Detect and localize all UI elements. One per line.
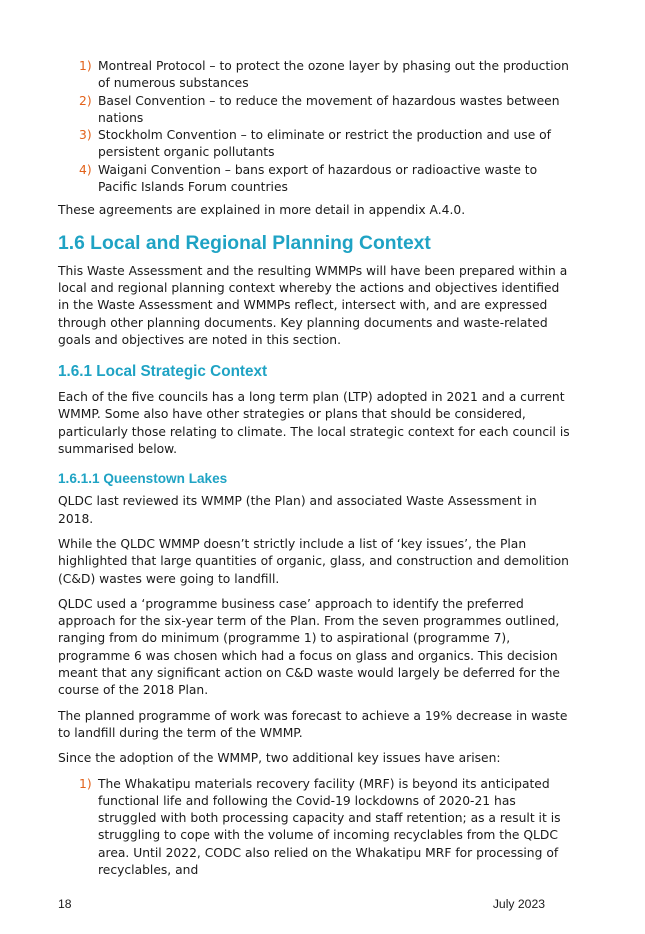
list-text: The Whakatipu materials recovery facility (MRF) is beyond its anticipated functional life and following the Covid-19 lockdowns of 2020-21 has struggled with both processing capacity and staff retention; as a result it is struggling to cope with the volume of incoming recyclables from the QLDC area. Until 2022, CODC also relied on the Whakatipu MRF for processing of recyclables, and (98, 776, 561, 877)
list-item (58, 58, 570, 93)
list-text: Waigani Convention – bans export of hazardous or radioactive waste to Pacific Islands Forum countries (98, 162, 538, 195)
list-text: Montreal Protocol – to protect the ozone layer by phasing out the production of numerous substances (98, 59, 569, 91)
page-number: 18 (58, 897, 72, 911)
section-1-6-1-paragraph: Each of the five councils has a long term plan (LTP) adopted in 2021 and a current WMMP. Some also have other strategies or plans that should be considered, particularly those relating to climate. The local strategic context for each council is summarised below. (58, 390, 570, 457)
list-number: 1) (79, 776, 92, 791)
page-content (58, 58, 570, 885)
paragraph: The planned programme of work was forecast to achieve a 19% decrease in waste to landfill during the term of the WMMP. (58, 708, 568, 740)
intro-agreements-list (58, 58, 570, 196)
list-item (58, 162, 570, 197)
list-number: 3) (79, 128, 92, 143)
list-number: 1) (79, 59, 92, 73)
section-1-6-paragraph: This Waste Assessment and the resulting WMMPs will have been prepared within a local and regional planning context whereby the actions and objectives identified in the Waste Assessment and WMMPs reflect, intersect with, and are expressed through other planning documents. Key planning documents and waste-related goals and objectives are noted in this section. (58, 263, 568, 347)
section-heading-1-6: 1.6 Local and Regional Planning Context (58, 232, 431, 254)
list-number: 4) (79, 162, 92, 177)
paragraph: QLDC used a ‘programme business case’ approach to identify the preferred approach for the six-year term of the Plan. From the seven programmes outlined, ranging from do minimum (programme 1) to aspirational (programme 7), programme 6 was chosen which had a focus on glass and organics. This decision meant that any significant action on C&D waste would largely be deferred for the course of the 2018 Plan. (58, 596, 560, 698)
key-issues-list (58, 776, 570, 880)
paragraph: While the QLDC WMMP doesn’t strictly include a list of ‘key issues’, the Plan highlighted that large quantities of organic, glass, and construction and demolition (C&D) wastes were going to landfill. (58, 536, 569, 586)
paragraph: QLDC last reviewed its WMMP (the Plan) and associated Waste Assessment in 2018. (58, 494, 537, 526)
paragraph: Since the adoption of the WMMP, two additional key issues have arisen: (58, 751, 501, 766)
list-item (58, 127, 570, 162)
list-text: Stockholm Convention – to eliminate or restrict the production and use of persistent organic pollutants (98, 128, 552, 160)
list-item (58, 93, 570, 128)
agreements-paragraph: These agreements are explained in more detail in appendix A.4.0. (58, 203, 466, 218)
section-heading-1-6-1: 1.6.1 Local Strategic Context (58, 363, 268, 381)
list-text: Basel Convention – to reduce the movement of hazardous wastes between nations (98, 93, 560, 125)
list-number: 2) (79, 93, 92, 108)
list-item (58, 776, 570, 880)
section-heading-1-6-1-1: 1.6.1.1 Queenstown Lakes (58, 471, 228, 487)
footer-date: July 2023 (492, 897, 545, 911)
